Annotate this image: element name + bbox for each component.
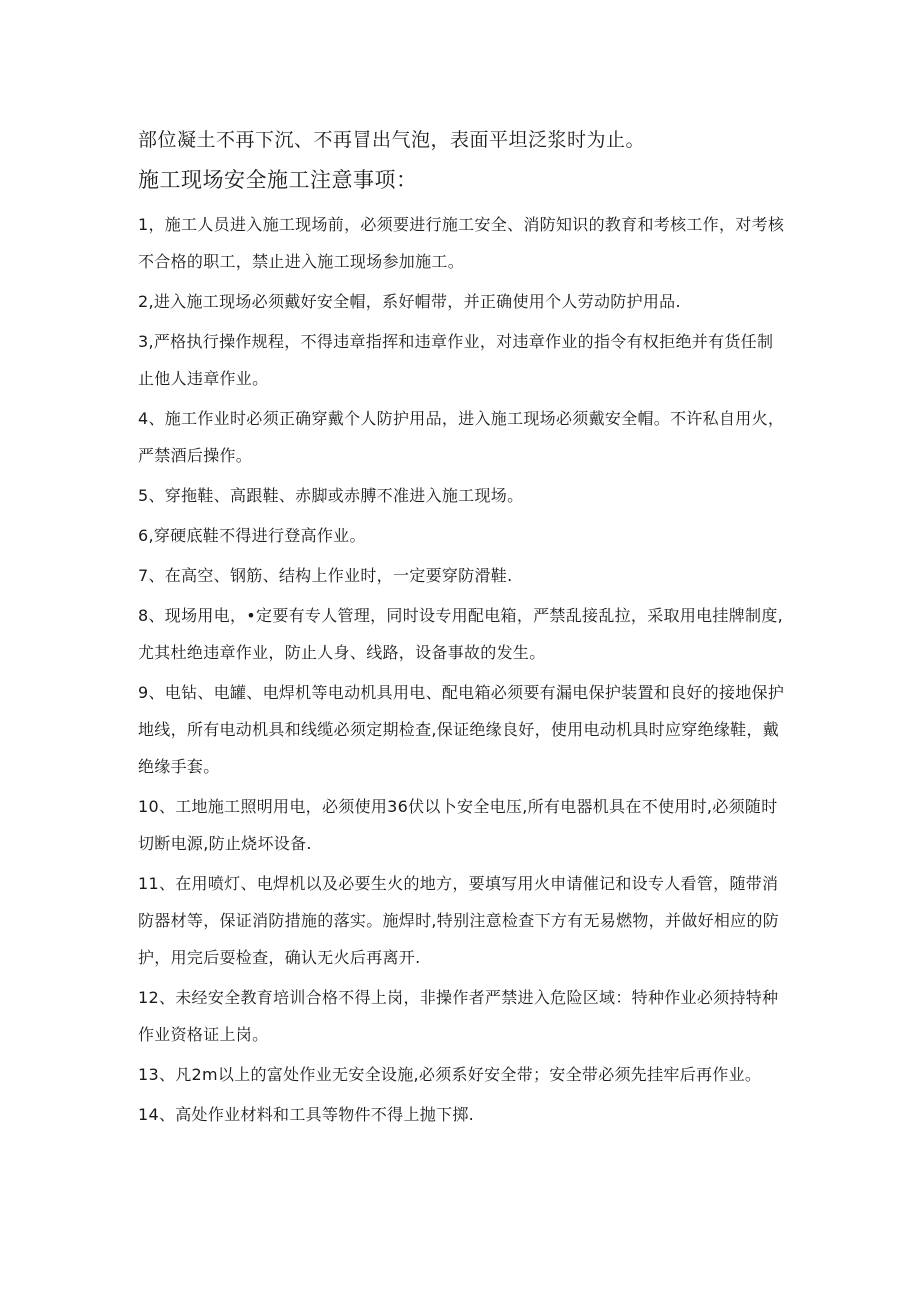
safety-item-4: 4、施工作业时必须正确穿戴个人防护用品，进入施工现场必须戴安全帽。不许私自用火，严禁酒后操作。	[138, 409, 785, 465]
safety-item-11: 11、在用喷灯、电焊机以及必要生火的地方，要填写用火申请催记和设专人看管，随带消防器材等，保证消防措施的落实。施焊时,特别注意检查下方有无易燃物，并做好相应的防护，用完后耍检查，确认无火后再离开.	[138, 874, 780, 967]
safety-item-2: 2,进入施工现场必须戴好安全帽，系好帽带，并正确使用个人劳动防护用品.	[138, 292, 681, 311]
safety-item-7: 7、在高空、钢筋、结构上作业时，一定要穿防滑鞋.	[138, 566, 513, 585]
safety-item-6: 6,穿硬底鞋不得进行登高作业。	[138, 526, 366, 545]
safety-item-3: 3,严格执行操作规程，不得违章指挥和违章作业，对违章作业的指令有权拒绝并有货任制止他人违章作业。	[138, 332, 774, 388]
continuation-paragraph: 部位凝土不再下沉、不再冒出气泡，表面平坦泛浆时为止。	[138, 129, 646, 151]
safety-item-8: 8、现场用电，•定要有专人管理，同时设专用配电箱，严禁乱接乱拉，采取用电挂牌制度,尤其杜绝违章作业，防止人身、线路，设备事故的发生。	[138, 606, 784, 662]
safety-item-13: 13、凡2m以上的富处作业无安全设施,必须系好安全带；安全带必须先挂牢后再作业。	[138, 1065, 762, 1084]
document-body	[138, 122, 788, 1136]
safety-item-9: 9、电钻、电罐、电焊机等电动机具用电、配电箱必须要有漏电保护装置和良好的接地保护地线，所有电动机具和线缆必须定期检查,保证绝缘良好，使用电动机具时应穿绝缘鞋，戴绝缘手套。	[138, 683, 785, 776]
safety-item-14: 14、高处作业材料和工具等物件不得上抛下掷.	[138, 1105, 475, 1124]
safety-item-12: 12、未经安全教育培训合格不得上岗，非操作者严禁进入危险区域：特种作业必须持特种作业资格证上岗。	[138, 988, 779, 1044]
safety-item-5: 5、穿拖鞋、高跟鞋、赤脚或赤膊不准进入施工现场。	[138, 486, 524, 505]
safety-item-1: 1，施工人员进入施工现场前，必须要进行施工安全、消防知识的教育和考核工作，对考核不合格的职工，禁止进入施工现场参加施工。	[138, 215, 785, 271]
section-heading: 施工现场安全施工注意事项：	[138, 168, 418, 192]
safety-item-10: 10、工地施工照明用电，必须使用36伏以卜安全电压,所有电器机具在不使用时,必须随时切断电源,防止烧坏设备.	[138, 797, 778, 853]
